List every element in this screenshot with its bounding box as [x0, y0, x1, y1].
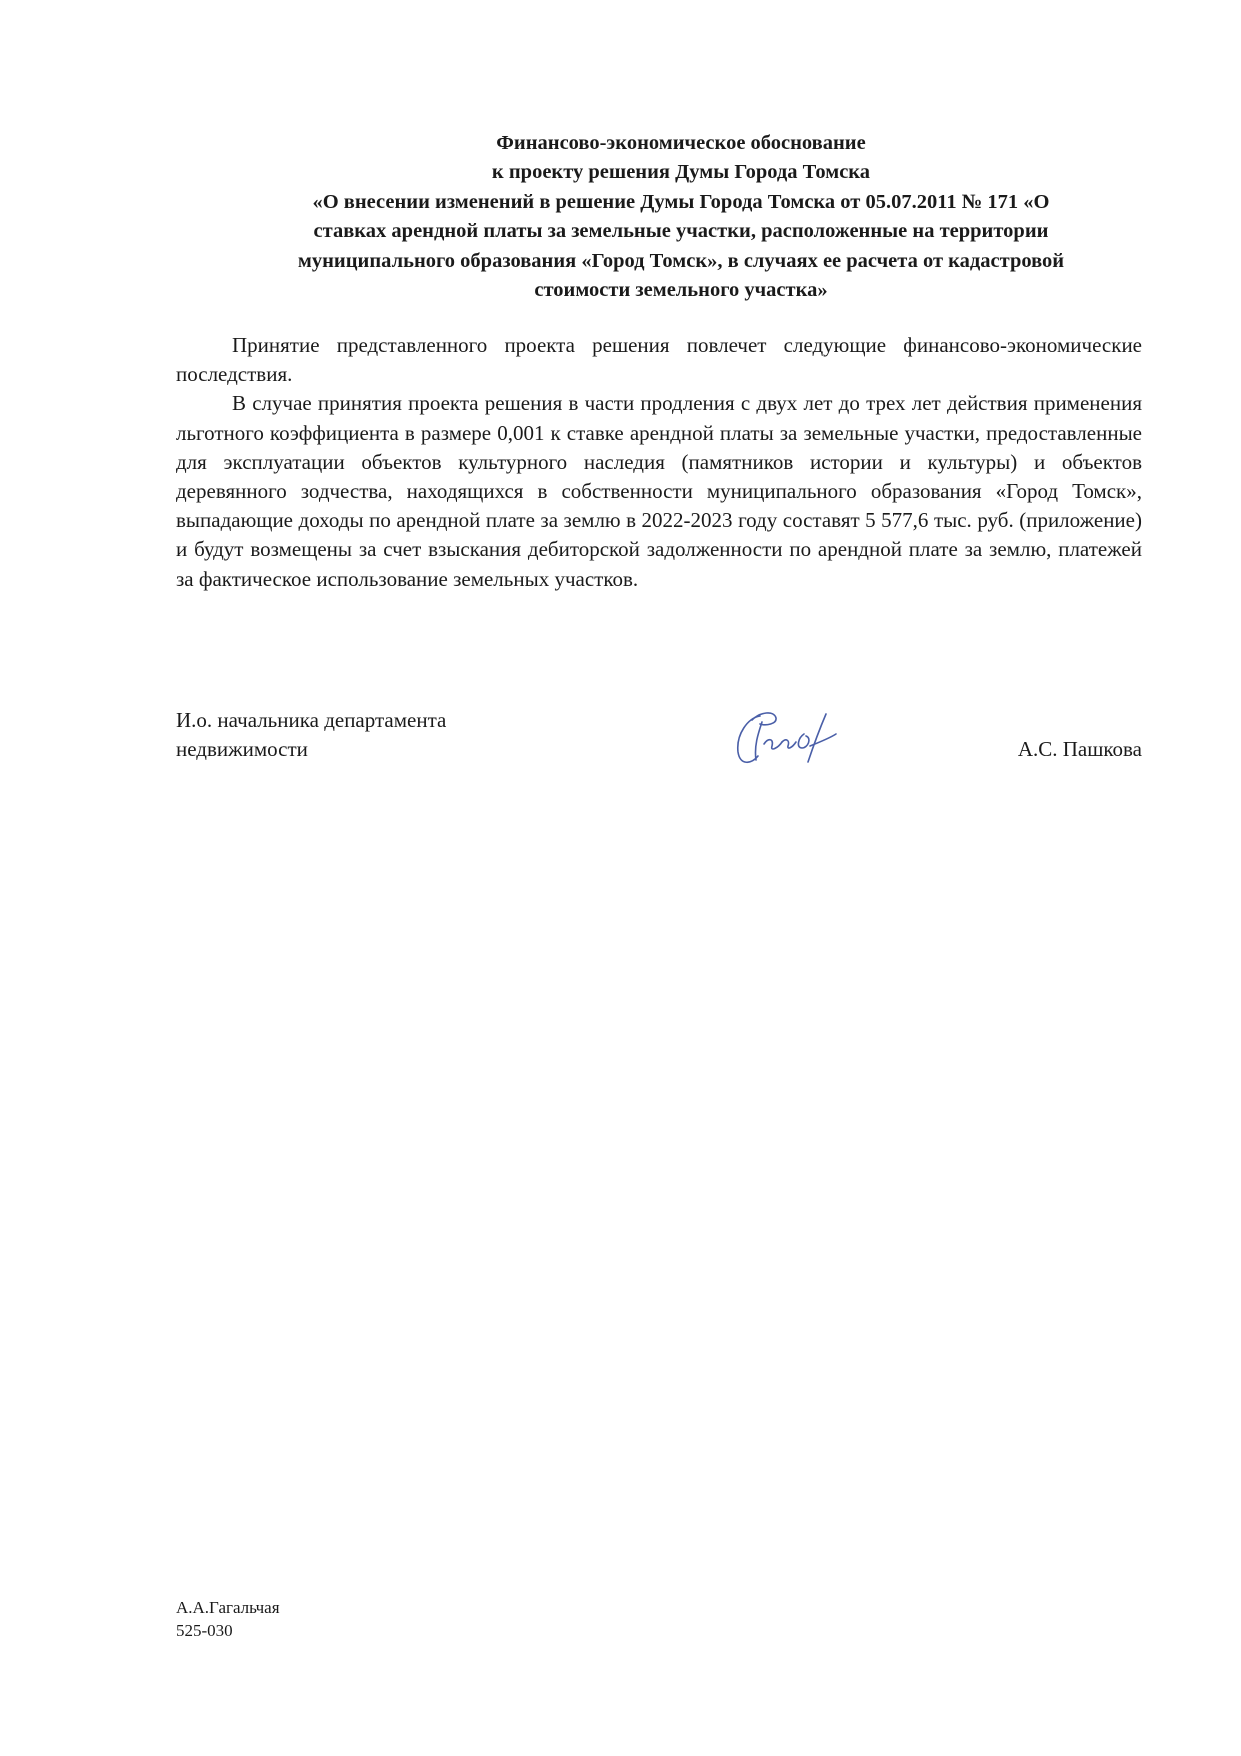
- title-line-2: к проекту решения Думы Города Томска: [491, 161, 871, 184]
- title-line-6: стоимости земельного участка»: [534, 279, 828, 302]
- title-line-1: Финансово-экономическое обоснование: [496, 132, 866, 154]
- signature-block: [176, 706, 1142, 776]
- signatory-position-line-1: И.о. начальника департамента: [176, 708, 447, 732]
- body-paragraph-2: В случае принятия проекта решения в части продления с двух лет до трех лет действия применения льготного коэффициента в размере 0,001 к ставке арендной платы за земельные участки, предоставленные для эксплуатации объектов культурного наследия (памятников истории и культуры) и объектов деревянного зодчества, находящихся в собственности муниципального образования «Город Томск», выпадающие доходы по арендной плате за землю в 2022-2023 году составят 5 577,6 тыс. руб. (приложение) и будут возмещены за счет взыскания дебиторской задолженности по арендной плате за землю, платежей за фактическое использование земельных участков.: [176, 391, 1142, 591]
- title-line-4: ставках арендной платы за земельные участки, расположенные на территории: [313, 220, 1049, 243]
- signatory-position: [176, 706, 576, 765]
- executor-info: [176, 1596, 280, 1642]
- executor-name: А.А.Гагальчая: [176, 1598, 280, 1617]
- document-body: [176, 331, 1142, 594]
- title-line-3: «О внесении изменений в решение Думы Города Томска от 05.07.2011 № 171 «О: [312, 190, 1050, 213]
- signatory-name: А.С. Пашкова: [1017, 737, 1142, 761]
- document-title: [176, 129, 1186, 305]
- title-line-5: муниципального образования «Город Томск», в случаях ее расчета от кадастровой: [297, 249, 1065, 272]
- handwritten-signature: [730, 708, 850, 770]
- executor-phone: 525-030: [176, 1621, 233, 1640]
- body-paragraph-1: Принятие представленного проекта решения повлечет следующие финансово-экономические последствия.: [176, 333, 1142, 387]
- signatory-position-line-2: недвижимости: [176, 737, 308, 762]
